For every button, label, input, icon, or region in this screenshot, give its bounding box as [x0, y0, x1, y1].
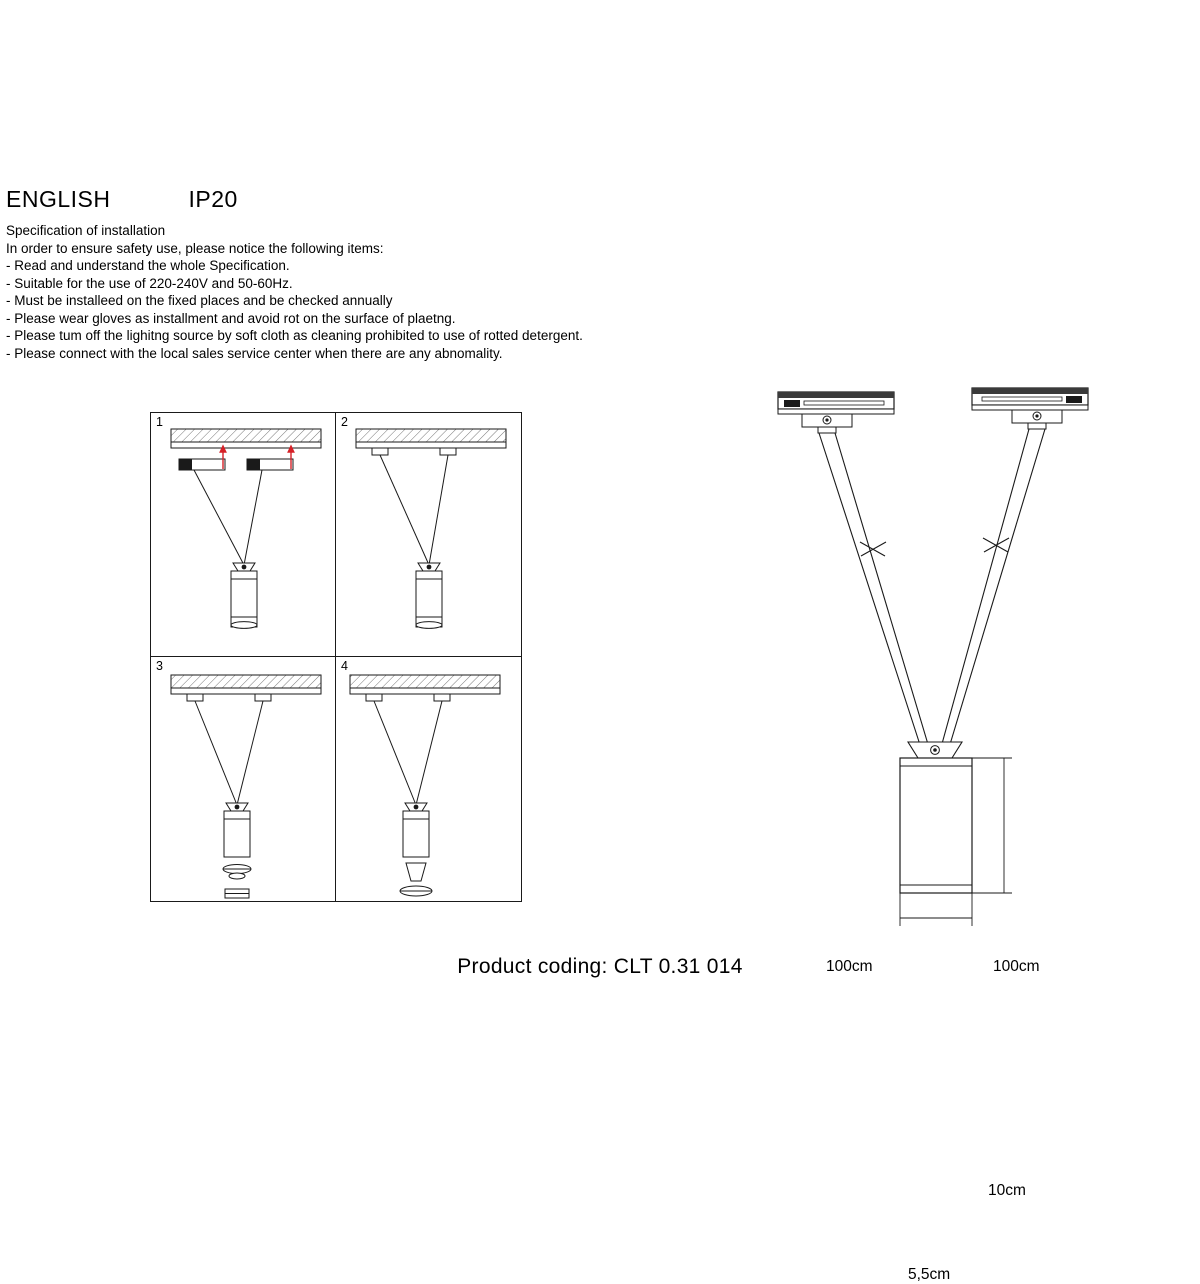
step-1-illustration [151, 413, 337, 658]
step-2-illustration [336, 413, 522, 658]
dimension-drawing [740, 370, 1120, 1283]
installation-steps-panel [150, 412, 522, 902]
specification-item: - Read and understand the whole Specification. [6, 258, 290, 273]
step-cell-1 [150, 412, 336, 657]
cable-right-length-label: 100cm [993, 958, 1040, 975]
step-3-illustration [151, 657, 337, 902]
product-coding-label: Product coding: CLT 0.31 014 [457, 955, 743, 978]
header [6, 186, 706, 213]
specification-item: - Please connect with the local sales service center when there are any abnomality. [6, 345, 503, 361]
step-number: 1 [156, 415, 163, 429]
track-rail-left [778, 392, 894, 433]
specification-item: - Suitable for the use of 220-240V and 50-60Hz. [6, 275, 293, 291]
cable-left-length-label: 100cm [826, 958, 873, 975]
width-dimension-lines [900, 893, 972, 926]
lamp-body [900, 758, 972, 893]
specification-item: - Must be installeed on the fixed places and be checked annually [6, 293, 393, 308]
specification-title: Specification of installation [6, 223, 166, 238]
body-width-label: 5,5cm [908, 1266, 951, 1283]
specification-intro: In order to ensure safety use, please notice the following items: [6, 240, 384, 256]
height-dimension-lines [972, 758, 1012, 893]
step-cell-4 [336, 657, 522, 902]
specification-item: - Please wear gloves as installment and avoid rot on the surface of plaetng. [6, 310, 456, 326]
step-number: 4 [341, 659, 348, 673]
track-rail-right [972, 388, 1088, 429]
body-height-label: 10cm [988, 1182, 1026, 1199]
language-label: ENGLISH [6, 186, 111, 212]
step-number: 3 [156, 659, 163, 673]
cable-right [940, 429, 1045, 751]
ip-rating-label: IP20 [188, 186, 238, 212]
specification-item: - Please tum off the lighitng source by soft cloth as cleaning prohibited to use of rotted detergent. [6, 328, 583, 343]
step-4-illustration [336, 657, 522, 902]
step-number: 2 [341, 415, 348, 429]
step-cell-3 [150, 657, 336, 902]
step-cell-2 [336, 412, 522, 657]
specification-block [6, 222, 766, 362]
cable-hub [908, 742, 962, 758]
dimension-drawing-svg [740, 370, 1120, 950]
cable-left [819, 433, 930, 751]
